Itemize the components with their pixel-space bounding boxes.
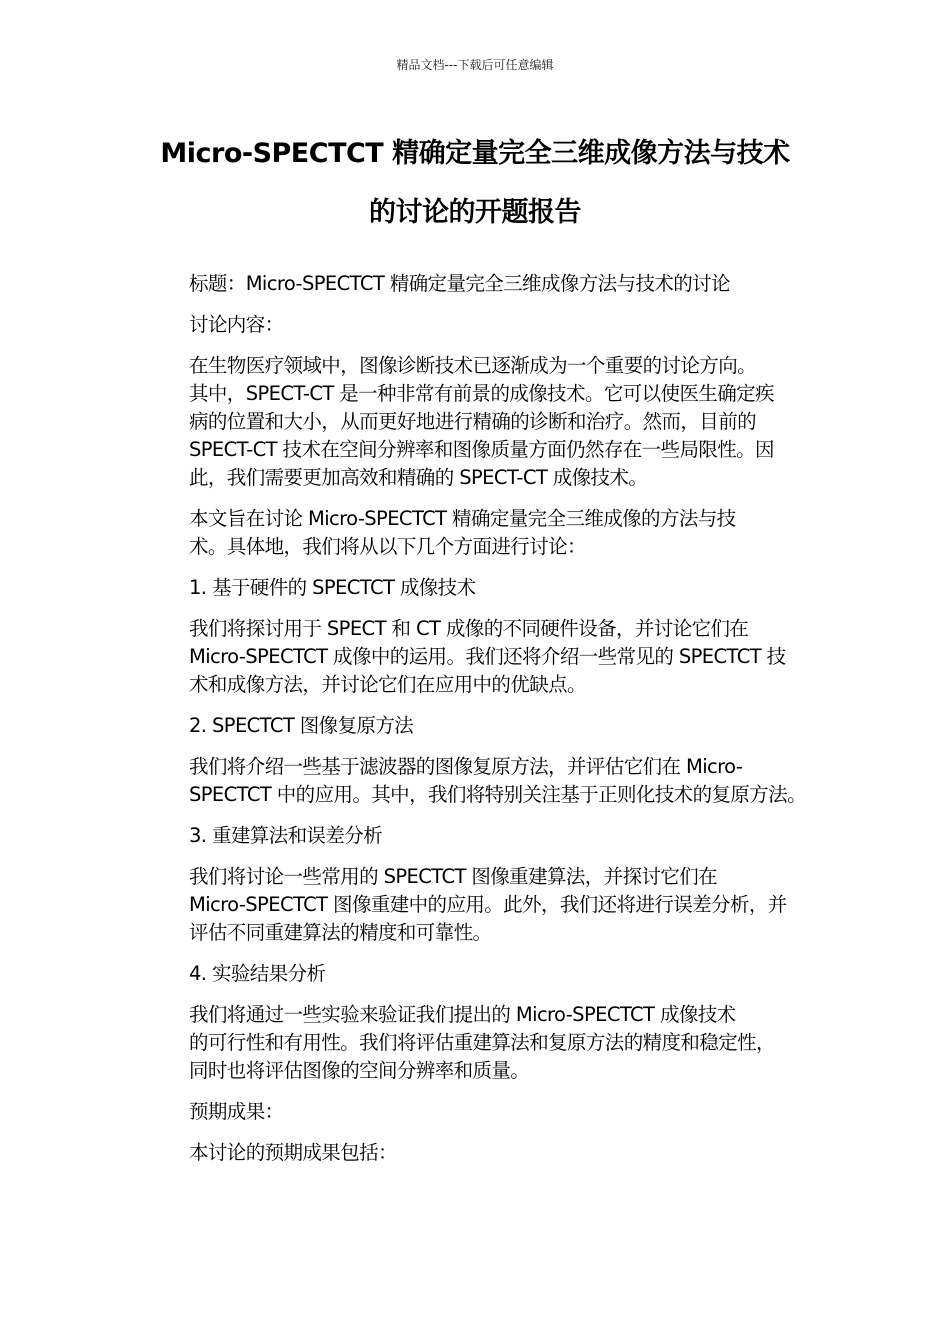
paragraph-line: 我们将讨论一些常用的 SPECTCT 图像重建算法，并探讨它们在 [189,865,718,888]
paragraph-line: Micro-SPECTCT 成像中的运用。我们还将介绍一些常见的 SPECTCT 技 [189,645,786,668]
paragraph [144,352,812,492]
paragraph [144,270,812,298]
paragraph-line: SPECT-CT 技术在空间分辨率和图像质量方面仍然存在一些局限性。因 [189,438,774,461]
paragraph-line: 预期成果： [189,1100,284,1123]
paragraph [144,822,812,850]
paragraph-line: 本文旨在讨论 Micro-SPECTCT 精确定量完全三维成像的方法与技 [189,507,736,530]
paragraph [144,1098,812,1126]
paragraph-line: 在生物医疗领域中，图像诊断技术已逐渐成为一个重要的讨论方向。 [189,354,757,377]
paragraph-line: SPECTCT 中的应用。其中，我们将特别关注基于正则化技术的复原方法。 [189,783,806,806]
paragraph [144,712,812,740]
paragraph-line: 我们将探讨用于 SPECT 和 CT 成像的不同硬件设备，并讨论它们在 [189,617,749,640]
paragraph-line: 讨论内容： [189,313,284,336]
paragraph-line: 病的位置和大小，从而更好地进行精确的诊断和治疗。然而，目前的 [189,410,757,433]
paragraph-line: 其中，SPECT-CT 是一种非常有前景的成像技术。它可以使医生确定疾 [189,382,774,405]
paragraph-line: 评估不同重建算法的精度和可靠性。 [189,921,492,944]
paragraph-line: 我们将介绍一些基于滤波器的图像复原方法，并评估它们在 Micro- [189,755,743,778]
paragraph [144,505,812,561]
paragraph [144,574,812,602]
paragraph [144,753,812,809]
paragraph-line: 标题：Micro-SPECTCT 精确定量完全三维成像方法与技术的讨论 [189,272,730,295]
paragraph [144,960,812,988]
paragraph-line: 此，我们需要更加高效和精确的 SPECT-CT 成像技术。 [189,466,648,489]
document-body [144,270,812,1180]
paragraph-line: 1. 基于硬件的 SPECTCT 成像技术 [189,576,476,599]
paragraph [144,615,812,699]
document-title-line-1: Micro-SPECTCT 精确定量完全三维成像方法与技术 [160,138,790,169]
paragraph-line: 的可行性和有用性。我们将评估重建算法和复原方法的精度和稳定性， [189,1031,775,1054]
paragraph-line: 同时也将评估图像的空间分辨率和质量。 [189,1059,530,1082]
paragraph [144,863,812,947]
paragraph-line: 术。具体地，我们将从以下几个方面进行讨论： [189,535,586,558]
header-note: 精品文档---下载后可任意编辑 [396,58,554,72]
paragraph-line: 4. 实验结果分析 [189,962,326,985]
document-title-line-2: 的讨论的开题报告 [369,197,581,228]
paragraph [144,311,812,339]
paragraph [144,1001,812,1085]
paragraph [144,1139,812,1167]
paragraph-line: 本讨论的预期成果包括： [189,1141,397,1164]
paragraph-line: 3. 重建算法和误差分析 [189,824,383,847]
paragraph-line: 我们将通过一些实验来验证我们提出的 Micro-SPECTCT 成像技术 [189,1003,736,1026]
paragraph-line: 术和成像方法，并讨论它们在应用中的优缺点。 [189,673,586,696]
paragraph-line: 2. SPECTCT 图像复原方法 [189,714,414,737]
paragraph-line: Micro-SPECTCT 图像重建中的应用。此外，我们还将进行误差分析，并 [189,893,787,916]
